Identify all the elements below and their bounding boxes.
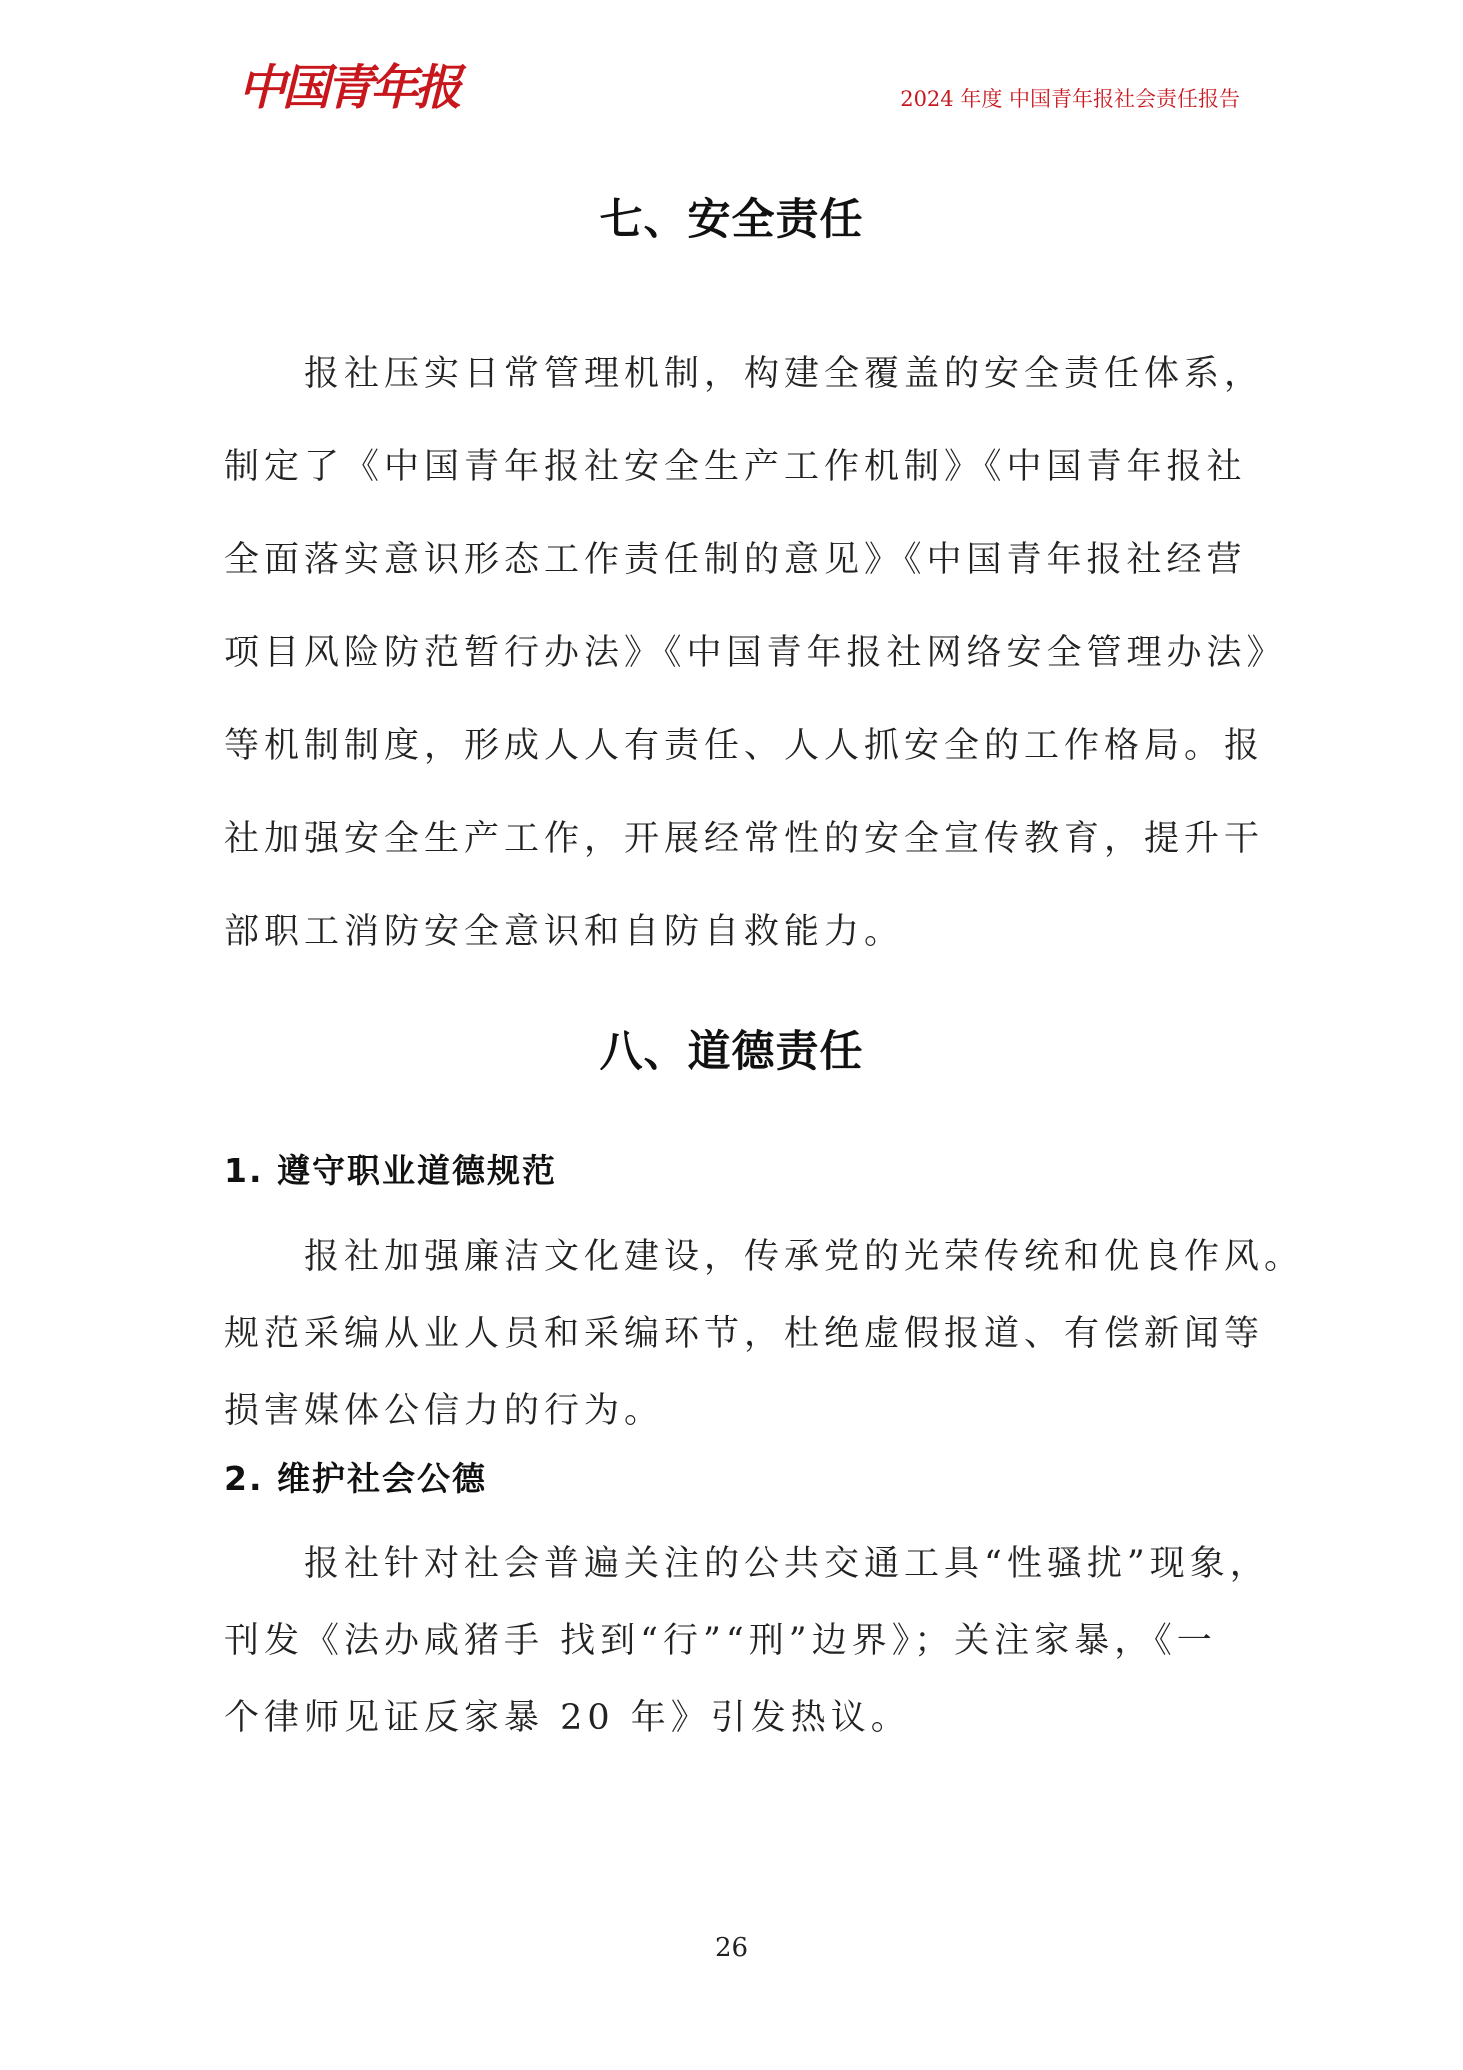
paragraph-line: 规范采编从业人员和采编环节，杜绝虚假报道、有偿新闻等 — [224, 1314, 1265, 1354]
section-heading-safety: 七、安全责任 — [599, 195, 864, 245]
paragraph-line: 报社加强廉洁文化建设，传承党的光荣传统和优良作风。 — [304, 1237, 1305, 1277]
safety-paragraph — [224, 328, 1287, 979]
paragraph-line: 项目风险防范暂行办法》《中国青年报社网络安全管理办法》 — [224, 633, 1287, 673]
report-title: 2024 年度 中国青年报社会责任报告 — [900, 87, 1240, 111]
subheading-professional-ethics: 1. 遵守职业道德规范 — [224, 1151, 557, 1190]
newspaper-logo: 中国青年报 — [238, 60, 459, 116]
paragraph-line: 个律师见证反家暴 20 年》引发热议。 — [224, 1698, 911, 1738]
paragraph-line: 全面落实意识形态工作责任制的意见》《中国青年报社经营 — [224, 540, 1247, 580]
paragraph-line: 刊发《法办咸猪手 找到“行”“刑”边界》；关注家暴，《一 — [224, 1621, 1217, 1661]
paragraph-line: 社加强安全生产工作，开展经常性的安全宣传教育，提升干 — [224, 819, 1265, 859]
paragraph-line: 制定了《中国青年报社安全生产工作机制》《中国青年报社 — [224, 447, 1247, 487]
paragraph-line: 报社压实日常管理机制，构建全覆盖的安全责任体系， — [304, 354, 1265, 394]
section-heading-ethics: 八、道德责任 — [599, 1027, 864, 1077]
paragraph-line: 部职工消防安全意识和自防自救能力。 — [224, 912, 905, 952]
subheading-social-morality: 2. 维护社会公德 — [224, 1459, 487, 1498]
paragraph-line: 损害媒体公信力的行为。 — [224, 1391, 665, 1431]
ethics-paragraph — [224, 1219, 1305, 1450]
paragraph-line: 报社针对社会普遍关注的公共交通工具“性骚扰”现象， — [304, 1544, 1270, 1584]
morality-paragraph — [224, 1526, 1270, 1757]
paragraph-line: 等机制制度，形成人人有责任、人人抓安全的工作格局。报 — [224, 726, 1265, 766]
page-number: 26 — [714, 1933, 749, 1963]
